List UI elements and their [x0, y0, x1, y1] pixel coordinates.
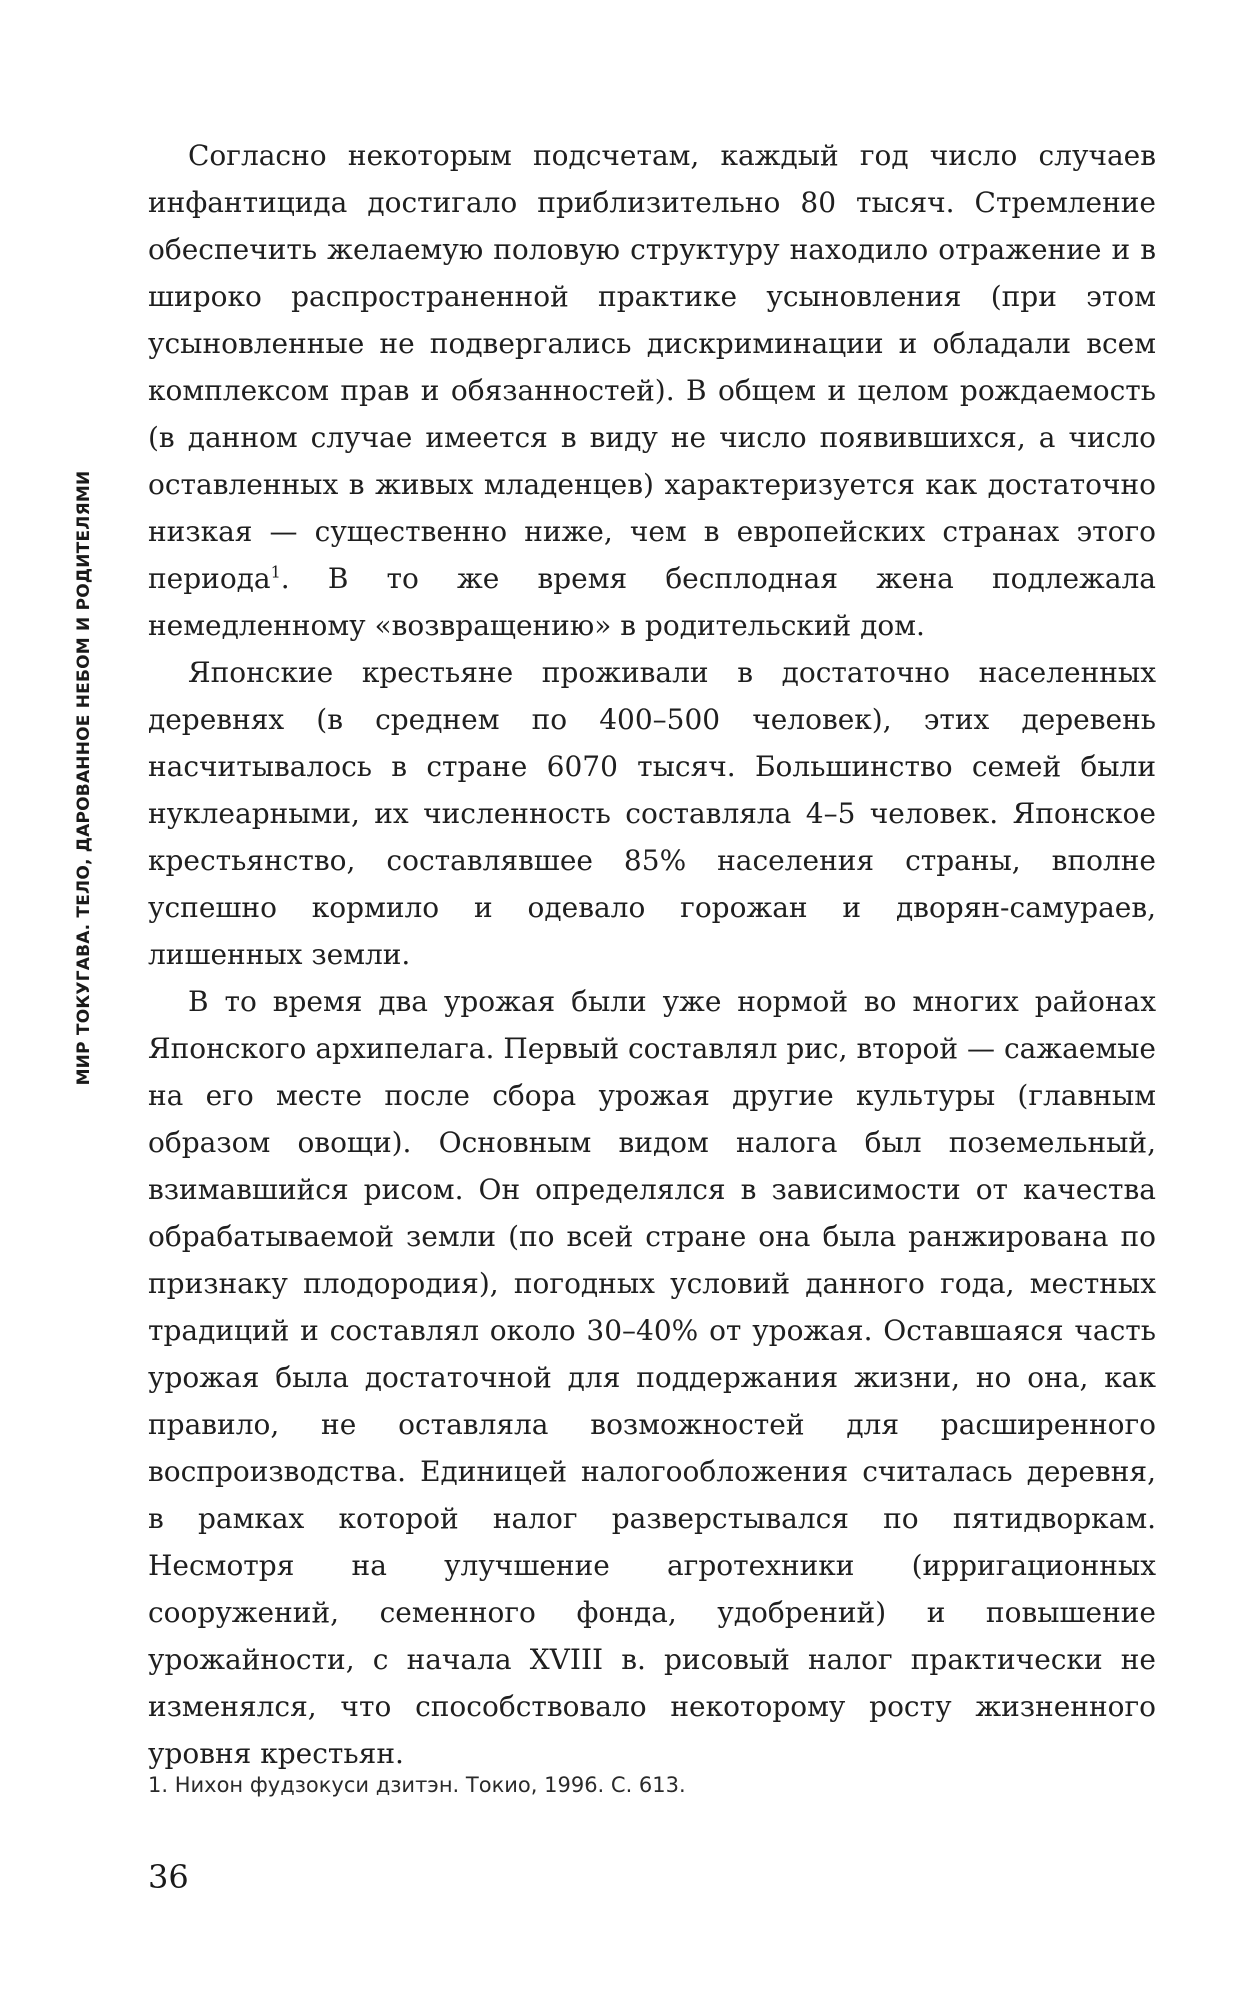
main-text	[148, 132, 1156, 1777]
paragraph-1	[148, 132, 1156, 649]
paragraph-1-text: Согласно некоторым подсчетам, каждый год число случаев инфантицида достигало приблизительно 80 тысяч. Стремление обеспечить желаемую половую структуру находило отражение и в широко распространенной практике усыновления (при этом усыновленные не подвергались дискриминации и обладали всем комплексом прав и обязанностей). В общем и целом рождаемость (в данном случае имеется в виду не число появившихся, а число оставленных в живых младенцев) характеризуется как достаточно низкая — существенно ниже, чем в европейских странах этого периода	[148, 139, 1156, 595]
footnote-reference: 1	[270, 562, 281, 582]
paragraph-2: Японские крестьяне проживали в достаточно населенных деревнях (в среднем по 400–500 человек), этих деревень насчитывалось в стране 6070 тысяч. Большинство семей были нуклеарными, их численность составляла 4–5 человек. Японское крестьянство, составлявшее 85% населения страны, вполне успешно кормило и одевало горожан и дворян-самураев, лишенных земли.	[148, 656, 1156, 971]
paragraph-3: В то время два урожая были уже нормой во многих районах Японского архипелага. Первый составлял рис, второй — сажаемые на его месте после сбора урожая другие культуры (главным образом овощи). Основным видом налога был поземельный, взимавшийся рисом. Он определялся в зависимости от качества обрабатываемой земли (по всей стране она была ранжирована по признаку плодородия), погодных условий данного года, местных традиций и составлял около 30–40% от урожая. Оставшаяся часть урожая была достаточной для поддержания жизни, но она, как правило, не оставляла возможностей для расширенного воспроизводства. Единицей налогообложения считалась деревня, в рамках которой налог разверстывался по пятидворкам. Несмотря на улучшение агротехники (ирригационных сооружений, семенного фонда, удобрений) и повышение урожайности, с начала XVIII в. рисовый налог практически не изменялся, что способствовало некоторому росту жизненного уровня крестьян.	[148, 985, 1156, 1770]
running-head-text: МИР ТОКУГАВА. ТЕЛО, ДАРОВАННОЕ НЕБОМ И РОДИТЕЛЯМИ	[74, 470, 94, 1086]
paragraph-1-text-continued: . В то же время бесплодная жена подлежала немедленному «возвращению» в родительский дом.	[148, 562, 1156, 642]
page-number: 36	[148, 1858, 189, 1896]
footnote: 1. Нихон фудзокуси дзитэн. Токио, 1996. С. 613.	[148, 1773, 686, 1797]
